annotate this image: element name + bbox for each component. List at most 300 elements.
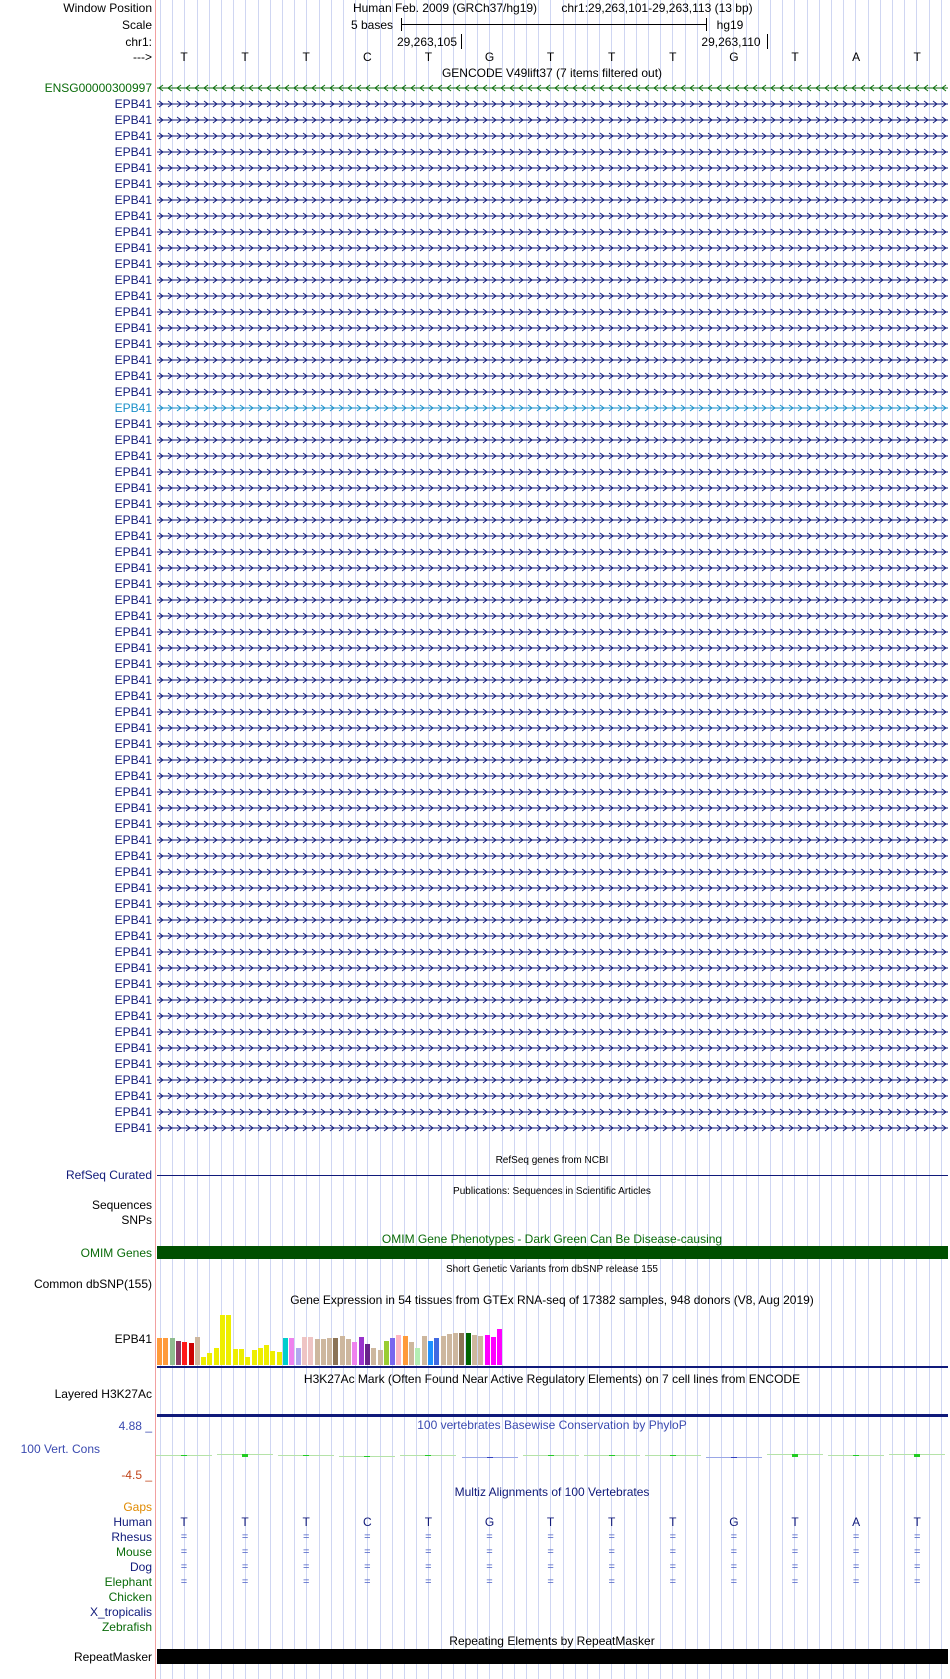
transcript-line[interactable] — [157, 545, 948, 559]
multiz-species-label[interactable]: Chicken — [108, 1590, 152, 1604]
base-letter: T — [302, 50, 310, 64]
transcript-line[interactable] — [157, 353, 948, 367]
phylop-score-peak — [303, 1455, 309, 1456]
transcript-line[interactable] — [157, 689, 948, 703]
gencode-transcript-label[interactable]: EPB41 — [114, 513, 152, 527]
transcript-line[interactable] — [157, 561, 948, 575]
phylop-score-peak — [487, 1457, 493, 1458]
phylop-min: -4.5 _ — [121, 1468, 152, 1482]
gencode-transcript-label[interactable]: EPB41 — [114, 305, 152, 319]
transcript-line[interactable] — [157, 305, 948, 319]
alignment-match-mark: = — [180, 1561, 188, 1573]
refseq-line[interactable] — [157, 1175, 948, 1176]
h3k27ac-divider — [157, 1414, 948, 1417]
phylop-score-peak — [548, 1455, 554, 1456]
alignment-match-mark: = — [180, 1576, 188, 1588]
multiz-species-label[interactable]: Elephant — [104, 1575, 152, 1589]
transcript-line[interactable] — [157, 289, 948, 303]
gencode-transcript-label[interactable]: EPB41 — [114, 129, 152, 143]
repeatmasker-label[interactable]: RepeatMasker — [73, 1650, 152, 1664]
gencode-transcript-label[interactable]: EPB41 — [114, 881, 152, 895]
transcript-line[interactable] — [157, 273, 948, 287]
transcript-line[interactable] — [157, 577, 948, 591]
base-letter: T — [669, 50, 677, 64]
transcript-line[interactable] — [157, 1009, 948, 1023]
omim-label[interactable]: OMIM Genes — [80, 1246, 152, 1260]
gencode-transcript-label[interactable]: EPB41 — [114, 113, 152, 127]
alignment-match-mark: = — [486, 1531, 493, 1543]
gencode-transcript-label[interactable]: EPB41 — [114, 337, 152, 351]
gtex-tissue-bar[interactable] — [189, 1343, 194, 1365]
transcript-line[interactable] — [157, 193, 948, 207]
gtex-tissue-bar[interactable] — [396, 1335, 401, 1365]
gtex-tissue-bar[interactable] — [422, 1336, 427, 1365]
gencode-gene-label[interactable]: ENSG00000300997 — [44, 81, 152, 95]
gtex-tissue-bar[interactable] — [220, 1315, 225, 1365]
alignment-match-mark: = — [913, 1546, 921, 1558]
gtex-tissue-bar[interactable] — [289, 1338, 294, 1365]
h3k27ac-label[interactable]: Layered H3K27Ac — [54, 1387, 152, 1401]
assembly-title: Human Feb. 2009 (GRCh37/hg19) — [352, 1, 538, 15]
gtex-tissue-bar[interactable] — [365, 1344, 370, 1365]
transcript-line[interactable] — [157, 401, 948, 415]
gencode-transcript-label[interactable]: EPB41 — [114, 961, 152, 975]
gencode-transcript-label[interactable]: EPB41 — [114, 1105, 152, 1119]
alignment-match-mark: = — [730, 1576, 738, 1588]
gencode-transcript-label[interactable]: EPB41 — [114, 737, 152, 751]
transcript-line[interactable] — [157, 753, 948, 767]
gencode-transcript-label[interactable]: EPB41 — [114, 593, 152, 607]
gtex-tissue-bar[interactable] — [214, 1348, 219, 1365]
refseq-track-title[interactable]: RefSeq genes from NCBI — [495, 1155, 609, 1166]
gtex-tissue-bar[interactable] — [327, 1338, 332, 1365]
gtex-tissue-bar[interactable] — [226, 1315, 231, 1365]
scale-label: Scale — [121, 18, 152, 32]
gencode-transcript-label[interactable]: EPB41 — [114, 401, 152, 415]
gtex-tissue-bar[interactable] — [264, 1345, 269, 1365]
publications-snps-label[interactable]: SNPs — [121, 1213, 152, 1227]
gtex-tissue-bar[interactable] — [176, 1341, 181, 1365]
gtex-tissue-bar[interactable] — [497, 1329, 502, 1365]
alignment-match-mark: = — [913, 1531, 921, 1543]
gtex-tissue-bar[interactable] — [485, 1335, 490, 1365]
alignment-match-mark: = — [486, 1561, 493, 1573]
phylop-score-peak — [670, 1455, 676, 1456]
gencode-transcript-label[interactable]: EPB41 — [114, 929, 152, 943]
human-base-letter: T — [424, 1515, 433, 1529]
base-letter: T — [180, 50, 188, 64]
repeatmasker-track-title[interactable]: Repeating Elements by RepeatMasker — [449, 1634, 655, 1648]
gencode-transcript-label[interactable]: EPB41 — [114, 849, 152, 863]
alignment-match-mark: = — [241, 1576, 249, 1588]
gencode-transcript-label[interactable]: EPB41 — [114, 817, 152, 831]
chr-label: chr1: — [125, 35, 152, 49]
transcript-line[interactable] — [157, 705, 948, 719]
gencode-transcript-label[interactable]: EPB41 — [114, 689, 152, 703]
gtex-tissue-bar[interactable] — [434, 1338, 439, 1365]
gencode-transcript-label[interactable]: EPB41 — [114, 177, 152, 191]
human-base-letter: G — [484, 1515, 495, 1529]
gencode-transcript-label[interactable]: EPB41 — [114, 321, 152, 335]
gencode-transcript-label[interactable]: EPB41 — [114, 225, 152, 239]
alignment-match-mark: = — [364, 1546, 371, 1558]
gencode-transcript-label[interactable]: EPB41 — [114, 193, 152, 207]
gtex-tissue-bar[interactable] — [170, 1338, 175, 1365]
publications-sequences-label[interactable]: Sequences — [91, 1198, 152, 1212]
gtex-tissue-bar[interactable] — [207, 1353, 212, 1365]
human-base-letter: T — [302, 1515, 310, 1529]
gencode-transcript-label[interactable]: EPB41 — [114, 1121, 152, 1135]
human-base-letter: T — [608, 1515, 616, 1529]
gtex-tissue-bar[interactable] — [352, 1342, 357, 1365]
phylop-score-peak — [609, 1455, 615, 1456]
gtex-tissue-bar[interactable] — [359, 1337, 364, 1365]
gtex-tissue-bar[interactable] — [333, 1338, 338, 1365]
publications-track-title[interactable]: Publications: Sequences in Scientific Articles — [453, 1186, 651, 1197]
alignment-match-mark: = — [302, 1576, 310, 1588]
alignment-match-mark: = — [547, 1546, 554, 1558]
gtex-tissue-bar[interactable] — [270, 1351, 275, 1365]
alignment-match-mark: = — [913, 1576, 921, 1588]
alignment-match-mark: = — [791, 1576, 799, 1588]
alignment-match-mark: = — [425, 1531, 432, 1543]
gtex-tissue-bar[interactable] — [195, 1337, 200, 1365]
gencode-transcript-label[interactable]: EPB41 — [114, 865, 152, 879]
gtex-track-title[interactable]: Gene Expression in 54 tissues from GTEx RNA-seq of 17382 samples, 948 donors (V8, Aug 2019) — [290, 1293, 814, 1307]
human-base-letter: T — [669, 1515, 677, 1529]
gencode-transcript-label[interactable]: EPB41 — [114, 545, 152, 559]
multiz-species-label[interactable]: Human — [113, 1515, 152, 1529]
phylop-max: 4.88 _ — [118, 1419, 152, 1433]
transcript-line[interactable] — [157, 609, 948, 623]
transcript-line[interactable] — [157, 337, 948, 351]
alignment-match-mark: = — [486, 1576, 493, 1588]
base-letter: T — [424, 50, 433, 64]
gencode-transcript-label[interactable]: EPB41 — [114, 1025, 152, 1039]
h3k27ac-track-title[interactable]: H3K27Ac Mark (Often Found Near Active Regulatory Elements) on 7 cell lines from ENCODE — [303, 1372, 801, 1386]
repeatmasker-bar[interactable] — [157, 1649, 948, 1664]
alignment-match-mark: = — [852, 1561, 860, 1573]
transcript-line[interactable] — [157, 257, 948, 271]
gtex-tissue-bar[interactable] — [302, 1337, 307, 1365]
gtex-tissue-bar[interactable] — [315, 1339, 320, 1365]
gencode-transcript-label[interactable]: EPB41 — [114, 913, 152, 927]
gtex-tissue-bar[interactable] — [340, 1336, 345, 1365]
scale-bar-right-tick — [706, 18, 707, 31]
multiz-species-label[interactable]: X_tropicalis — [89, 1605, 152, 1619]
transcript-line[interactable] — [157, 177, 948, 191]
transcript-line[interactable] — [157, 833, 948, 847]
transcript-line[interactable] — [157, 817, 948, 831]
alignment-match-mark: = — [852, 1576, 860, 1588]
alignment-match-mark: = — [608, 1531, 615, 1543]
transcript-line[interactable] — [157, 721, 948, 735]
gencode-transcript-label[interactable]: EPB41 — [114, 641, 152, 655]
transcript-line[interactable] — [157, 225, 948, 239]
gencode-transcript-label[interactable]: EPB41 — [114, 97, 152, 111]
transcript-line[interactable] — [157, 1025, 948, 1039]
gencode-transcript-label[interactable]: EPB41 — [114, 241, 152, 255]
gencode-transcript-label[interactable]: EPB41 — [114, 721, 152, 735]
transcript-line[interactable] — [157, 977, 948, 991]
transcript-line[interactable] — [157, 673, 948, 687]
gtex-tissue-bar[interactable] — [403, 1336, 408, 1365]
gtex-tissue-bar[interactable] — [233, 1349, 238, 1365]
transcript-line[interactable] — [157, 145, 948, 159]
transcript-line[interactable] — [157, 1057, 948, 1071]
gencode-transcript-label[interactable]: EPB41 — [114, 785, 152, 799]
gtex-tissue-bar[interactable] — [428, 1341, 433, 1365]
base-letter: G — [484, 50, 495, 64]
gtex-tissue-bar[interactable] — [163, 1338, 168, 1365]
transcript-line[interactable] — [157, 769, 948, 783]
gtex-tissue-bar[interactable] — [283, 1338, 288, 1365]
human-base-letter: T — [180, 1515, 188, 1529]
transcript-line[interactable] — [157, 433, 948, 447]
transcript-line[interactable] — [157, 961, 948, 975]
transcript-line[interactable] — [157, 593, 948, 607]
transcript-line[interactable] — [157, 849, 948, 863]
gencode-transcript-label[interactable]: EPB41 — [114, 1057, 152, 1071]
multiz-species-label[interactable]: Mouse — [115, 1545, 152, 1559]
gencode-transcript-label[interactable]: EPB41 — [114, 1041, 152, 1055]
human-base-letter: T — [241, 1515, 249, 1529]
phylop-label[interactable]: 100 Vert. Cons — [20, 1442, 100, 1456]
gencode-transcript-label[interactable]: EPB41 — [114, 753, 152, 767]
gtex-tissue-bar[interactable] — [239, 1349, 244, 1365]
transcript-line[interactable] — [157, 465, 948, 479]
transcript-line[interactable] — [157, 161, 948, 175]
transcript-line[interactable] — [157, 881, 948, 895]
transcript-line[interactable] — [157, 1121, 948, 1135]
gencode-transcript-label[interactable]: EPB41 — [114, 977, 152, 991]
gencode-transcript-label[interactable]: EPB41 — [114, 625, 152, 639]
gencode-track-title[interactable]: GENCODE V49lift37 (7 items filtered out) — [441, 66, 663, 80]
phylop-score-peak — [425, 1455, 431, 1456]
gencode-transcript-label[interactable]: EPB41 — [114, 433, 152, 447]
gencode-transcript-label[interactable]: EPB41 — [114, 561, 152, 575]
gencode-transcript-label[interactable]: EPB41 — [114, 993, 152, 1007]
gtex-tissue-bar[interactable] — [441, 1336, 446, 1365]
transcript-line[interactable] — [157, 513, 948, 527]
gtex-tissue-bar[interactable] — [308, 1337, 313, 1365]
position-text: chr1:29,263,101-29,263,113 (13 bp) — [561, 1, 753, 15]
gencode-transcript-label[interactable]: EPB41 — [114, 577, 152, 591]
phylop-score-peak — [364, 1456, 370, 1457]
alignment-match-mark: = — [669, 1531, 677, 1543]
transcript-line[interactable] — [157, 529, 948, 543]
gtex-tissue-bar[interactable] — [459, 1333, 464, 1365]
alignment-match-mark: = — [364, 1531, 371, 1543]
gtex-tissue-bar[interactable] — [478, 1336, 483, 1365]
gencode-transcript-label[interactable]: EPB41 — [114, 529, 152, 543]
phylop-score-peak — [914, 1454, 920, 1457]
gtex-tissue-bar[interactable] — [371, 1348, 376, 1365]
gencode-transcript-label[interactable]: EPB41 — [114, 897, 152, 911]
alignment-match-mark: = — [180, 1546, 188, 1558]
alignment-match-mark: = — [364, 1561, 371, 1573]
transcript-line[interactable] — [157, 209, 948, 223]
gtex-tissue-bar[interactable] — [201, 1357, 206, 1365]
transcript-line[interactable] — [157, 1089, 948, 1103]
gtex-tissue-bar[interactable] — [384, 1341, 389, 1365]
scale-bar — [401, 24, 706, 25]
transcript-line[interactable] — [157, 449, 948, 463]
omim-track-title[interactable]: OMIM Gene Phenotypes - Dark Green Can Be Disease-causing — [381, 1232, 723, 1246]
alignment-match-mark: = — [241, 1531, 249, 1543]
multiz-species-label[interactable]: Zebrafish — [101, 1620, 152, 1634]
gtex-tissue-bar[interactable] — [245, 1357, 250, 1365]
transcript-line[interactable] — [157, 113, 948, 127]
transcript-line[interactable] — [157, 865, 948, 879]
gtex-tissue-bar[interactable] — [321, 1339, 326, 1365]
multiz-track-title[interactable]: Multiz Alignments of 100 Vertebrates — [454, 1485, 650, 1499]
refseq-label[interactable]: RefSeq Curated — [65, 1168, 152, 1182]
gtex-tissue-bar[interactable] — [258, 1348, 263, 1365]
multiz-gaps-label[interactable]: Gaps — [123, 1500, 152, 1514]
gtex-tissue-bar[interactable] — [466, 1333, 471, 1365]
scale-text: 5 bases — [350, 18, 394, 32]
phylop-score-peak — [242, 1454, 248, 1457]
transcript-line[interactable] — [157, 129, 948, 143]
human-base-letter: G — [729, 1515, 739, 1529]
human-base-letter: T — [913, 1515, 921, 1529]
gencode-transcript-label[interactable]: EPB41 — [114, 289, 152, 303]
gtex-tissue-bar[interactable] — [296, 1348, 301, 1365]
gtex-tissue-bar[interactable] — [390, 1338, 395, 1365]
gtex-tissue-bar[interactable] — [453, 1333, 458, 1365]
alignment-match-mark: = — [852, 1546, 860, 1558]
alignment-match-mark: = — [730, 1531, 738, 1543]
transcript-line[interactable] — [157, 737, 948, 751]
gencode-transcript-label[interactable]: EPB41 — [114, 673, 152, 687]
gencode-transcript-label[interactable]: EPB41 — [114, 353, 152, 367]
window-position-label: Window Position — [63, 1, 152, 15]
gencode-transcript-label[interactable]: EPB41 — [114, 801, 152, 815]
alignment-match-mark: = — [241, 1546, 249, 1558]
gencode-transcript-label[interactable]: EPB41 — [114, 417, 152, 431]
transcript-line[interactable] — [157, 641, 948, 655]
gencode-transcript-label[interactable]: EPB41 — [114, 481, 152, 495]
alignment-match-mark: = — [180, 1531, 188, 1543]
transcript-line[interactable] — [157, 929, 948, 943]
gtex-tissue-bar[interactable] — [277, 1352, 282, 1365]
db-text: hg19 — [716, 18, 744, 32]
transcript-line[interactable] — [157, 625, 948, 639]
transcript-line[interactable] — [157, 1073, 948, 1087]
gtex-tissue-bar[interactable] — [447, 1334, 452, 1365]
multiz-species-label[interactable]: Rhesus — [111, 1530, 152, 1544]
transcript-line[interactable] — [157, 1105, 948, 1119]
human-base-letter: A — [852, 1515, 861, 1529]
transcript-line[interactable] — [157, 369, 948, 383]
dbsnp-label[interactable]: Common dbSNP(155) — [33, 1277, 152, 1291]
gencode-transcript-label[interactable]: EPB41 — [114, 1089, 152, 1103]
transcript-line[interactable] — [157, 81, 948, 95]
gtex-tissue-bar[interactable] — [491, 1337, 496, 1365]
gencode-transcript-label[interactable]: EPB41 — [114, 609, 152, 623]
human-base-letter: C — [362, 1515, 372, 1529]
gtex-label[interactable]: EPB41 — [114, 1332, 152, 1346]
base-letter: T — [241, 50, 249, 64]
gtex-tissue-bar[interactable] — [157, 1338, 162, 1365]
gencode-transcript-label[interactable]: EPB41 — [114, 833, 152, 847]
gencode-transcript-label[interactable]: EPB41 — [114, 385, 152, 399]
transcript-line[interactable] — [157, 97, 948, 111]
alignment-match-mark: = — [302, 1561, 310, 1573]
gencode-transcript-label[interactable]: EPB41 — [114, 497, 152, 511]
base-letter: A — [852, 50, 861, 64]
alignment-match-mark: = — [730, 1561, 738, 1573]
gencode-transcript-label[interactable]: EPB41 — [114, 945, 152, 959]
coord-right: 29,263,110 — [701, 35, 761, 49]
transcript-line[interactable] — [157, 497, 948, 511]
transcript-line[interactable] — [157, 385, 948, 399]
gencode-transcript-label[interactable]: EPB41 — [114, 273, 152, 287]
base-letter: C — [362, 50, 372, 64]
gencode-transcript-label[interactable]: EPB41 — [114, 257, 152, 271]
transcript-line[interactable] — [157, 481, 948, 495]
dbsnp-track-title[interactable]: Short Genetic Variants from dbSNP release 155 — [446, 1264, 658, 1275]
base-letter: T — [913, 50, 921, 64]
alignment-match-mark: = — [608, 1546, 615, 1558]
alignment-match-mark: = — [486, 1546, 493, 1558]
transcript-line[interactable] — [157, 785, 948, 799]
transcript-line[interactable] — [157, 913, 948, 927]
transcript-line[interactable] — [157, 801, 948, 815]
gencode-transcript-label[interactable]: EPB41 — [114, 769, 152, 783]
gencode-transcript-label[interactable]: EPB41 — [114, 209, 152, 223]
omim-gene-bar[interactable] — [157, 1246, 948, 1259]
transcript-line[interactable] — [157, 321, 948, 335]
transcript-line[interactable] — [157, 657, 948, 671]
gtex-tissue-bar[interactable] — [415, 1348, 420, 1365]
gtex-tissue-bar[interactable] — [409, 1342, 414, 1365]
gtex-tissue-bar[interactable] — [472, 1335, 477, 1365]
gencode-transcript-label[interactable]: EPB41 — [114, 1009, 152, 1023]
transcript-line[interactable] — [157, 1041, 948, 1055]
phylop-track-title[interactable]: 100 vertebrates Basewise Conservation by PhyloP — [417, 1418, 687, 1432]
gencode-transcript-label[interactable]: EPB41 — [114, 657, 152, 671]
gtex-expression-chart[interactable] — [157, 1307, 537, 1365]
gencode-transcript-label[interactable]: EPB41 — [114, 465, 152, 479]
gencode-transcript-label[interactable]: EPB41 — [114, 705, 152, 719]
gencode-transcript-label[interactable]: EPB41 — [114, 161, 152, 175]
multiz-species-label[interactable]: Dog — [129, 1560, 152, 1574]
base-letter: T — [546, 50, 555, 64]
gtex-tissue-bar[interactable] — [346, 1339, 351, 1365]
alignment-match-mark: = — [608, 1576, 615, 1588]
transcript-line[interactable] — [157, 897, 948, 911]
alignment-match-mark: = — [425, 1576, 432, 1588]
alignment-match-mark: = — [669, 1561, 677, 1573]
transcript-line[interactable] — [157, 417, 948, 431]
scale-bar-left-tick — [401, 18, 402, 31]
gtex-tissue-bar[interactable] — [252, 1350, 257, 1365]
gencode-transcript-label[interactable]: EPB41 — [114, 369, 152, 383]
transcript-line[interactable] — [157, 241, 948, 255]
gtex-tissue-bar[interactable] — [378, 1350, 383, 1365]
transcript-line[interactable] — [157, 993, 948, 1007]
gencode-transcript-label[interactable]: EPB41 — [114, 1073, 152, 1087]
gencode-transcript-label[interactable]: EPB41 — [114, 145, 152, 159]
alignment-match-mark: = — [791, 1561, 799, 1573]
gtex-tissue-bar[interactable] — [182, 1342, 187, 1365]
phylop-score-peak — [792, 1454, 798, 1457]
transcript-line[interactable] — [157, 945, 948, 959]
gencode-transcript-label[interactable]: EPB41 — [114, 449, 152, 463]
alignment-match-mark: = — [608, 1561, 615, 1573]
